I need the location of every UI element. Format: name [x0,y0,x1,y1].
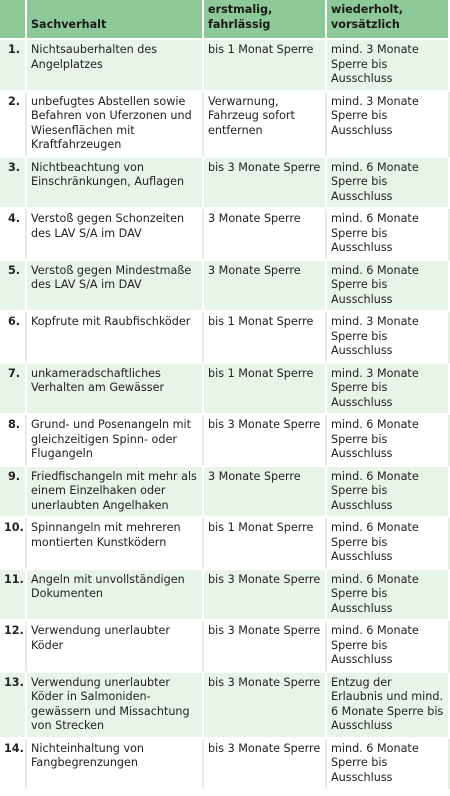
row-number: 12. [0,621,27,673]
row-first-offense: bis 1 Monat Sperre [204,518,327,570]
table-row [0,209,450,261]
row-fact: Nichtsauberhalten des Angelplatzes [27,40,204,92]
header-fact: Sachverhalt [27,0,204,40]
row-first-offense: bis 3 Monate Sperre [204,621,327,673]
row-fact: Verwendung unerlaubter Köder [27,621,204,673]
row-number: 4. [0,209,27,261]
row-first-offense: bis 1 Monat Sperre [204,364,327,416]
table-row [0,312,450,364]
table-row [0,621,450,673]
row-repeated-offense: mind. 6 Monate Sperre bis Ausschluss [327,739,450,791]
table-row [0,415,450,467]
row-first-offense: bis 3 Monate Sperre [204,158,327,210]
table-row [0,40,450,92]
row-fact: Grund- und Posenangeln mit gleichzeitigen Spinn- oder Flugangeln [27,415,204,467]
row-repeated-offense: mind. 6 Monate Sperre bis Ausschluss [327,261,450,313]
table-row [0,518,450,570]
row-number: 14. [0,739,27,791]
header-number [0,0,27,40]
row-number: 13. [0,673,27,739]
row-repeated-offense: mind. 3 Monate Sperre bis Ausschluss [327,364,450,416]
row-fact: Kopfrute mit Raubfischköder [27,312,204,364]
row-number: 11. [0,570,27,622]
row-fact: Verstoß gegen Mindestmaße des LAV S/A im DAV [27,261,204,313]
table-row [0,739,450,791]
row-number: 6. [0,312,27,364]
row-fact: Angeln mit unvollständigen Dokumenten [27,570,204,622]
row-repeated-offense: mind. 3 Monate Sperre bis Ausschluss [327,92,450,158]
row-first-offense: 3 Monate Sperre [204,467,327,519]
row-repeated-offense: mind. 6 Monate Sperre bis Ausschluss [327,518,450,570]
row-first-offense: bis 3 Monate Sperre [204,415,327,467]
table-row [0,92,450,158]
row-first-offense: bis 1 Monat Sperre [204,40,327,92]
row-first-offense: bis 3 Monate Sperre [204,673,327,739]
row-number: 9. [0,467,27,519]
row-repeated-offense: mind. 6 Monate Sperre bis Ausschluss [327,158,450,210]
table-row [0,364,450,416]
row-repeated-offense: mind. 6 Monate Sperre bis Ausschluss [327,621,450,673]
table-row [0,467,450,519]
table-row [0,570,450,622]
row-repeated-offense: mind. 6 Monate Sperre bis Ausschluss [327,415,450,467]
row-first-offense: 3 Monate Sperre [204,261,327,313]
row-fact: Spinnangeln mit mehreren montierten Kunstködern [27,518,204,570]
row-number: 1. [0,40,27,92]
row-number: 7. [0,364,27,416]
row-repeated-offense: mind. 6 Monate Sperre bis Ausschluss [327,467,450,519]
row-first-offense: bis 3 Monate Sperre [204,570,327,622]
header-repeated-offense: wiederholt, vorsätzlich [327,0,450,40]
row-fact: unkameradschaftliches Verhalten am Gewässer [27,364,204,416]
row-repeated-offense: mind. 3 Monate Sperre bis Ausschluss [327,312,450,364]
row-number: 5. [0,261,27,313]
row-fact: unbefugtes Abstellen sowie Befahren von Uferzonen und Wiesenflächen mit Kraftfahrzeugen [27,92,204,158]
row-number: 2. [0,92,27,158]
row-fact: Verstoß gegen Schonzeiten des LAV S/A im DAV [27,209,204,261]
row-fact: Nichtbeachtung von Einschränkungen, Auflagen [27,158,204,210]
table-body [0,40,450,790]
row-repeated-offense: Entzug der Erlaubnis und mind. 6 Monate Sperre bis Ausschluss [327,673,450,739]
header-first-offense: erstmalig, fahrlässig [204,0,327,40]
row-fact: Friedfischangeln mit mehr als einem Einzelhaken oder unerlaubten Angelhaken [27,467,204,519]
table-row [0,158,450,210]
row-first-offense: bis 1 Monat Sperre [204,312,327,364]
row-first-offense: Verwarnung, Fahrzeug sofort entfernen [204,92,327,158]
table-row [0,673,450,739]
row-first-offense: bis 3 Monate Sperre [204,739,327,791]
row-fact: Nichteinhaltung von Fangbegrenzungen [27,739,204,791]
row-number: 8. [0,415,27,467]
row-fact: Verwendung unerlaubter Köder in Salmoniden-gewässern und Missachtung von Strecken [27,673,204,739]
row-repeated-offense: mind. 6 Monate Sperre bis Ausschluss [327,209,450,261]
row-number: 3. [0,158,27,210]
row-repeated-offense: mind. 3 Monate Sperre bis Ausschluss [327,40,450,92]
row-repeated-offense: mind. 6 Monate Sperre bis Ausschluss [327,570,450,622]
table-header-row [0,0,450,40]
row-number: 10. [0,518,27,570]
table-row [0,261,450,313]
row-first-offense: 3 Monate Sperre [204,209,327,261]
